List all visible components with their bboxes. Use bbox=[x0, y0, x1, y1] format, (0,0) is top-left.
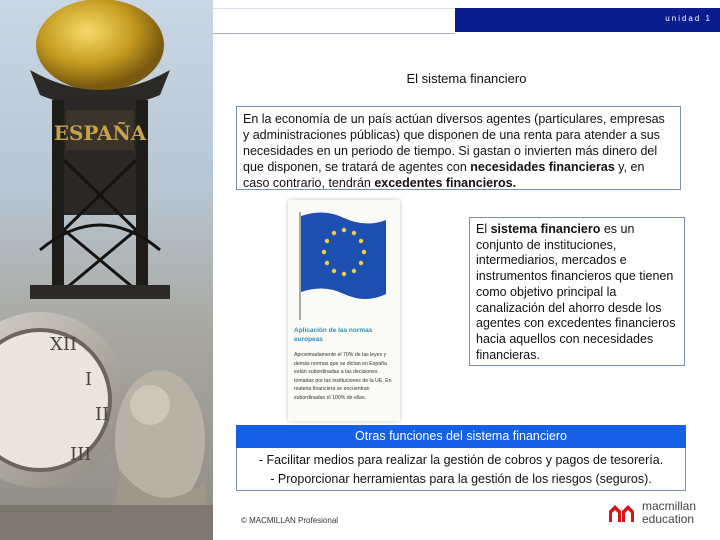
decorative-photo-clock-tower bbox=[0, 0, 213, 540]
macmillan-logo-icon bbox=[608, 502, 636, 524]
eu-flag-image bbox=[294, 208, 390, 320]
definition-text: es un conjunto de instituciones, intermediarios, mercados e instrumentos financieros que tienen como objetivo principal la canalización del ahorro desde los agentes con excedentes financieros hacia aquellos con necesidades financieras. bbox=[476, 222, 676, 362]
intro-text-2: y, en caso contrario, tendrán bbox=[243, 160, 645, 190]
svg-text:II: II bbox=[95, 404, 110, 425]
book-excerpt-body: Aproximadamente el 70% de las leyes y demás normas que se dictan en España están subordinadas a las decisiones tomadas por las instituciones de la UE. En materia financiera se encuentran subordinadas el 100% de ellas. bbox=[294, 352, 392, 401]
other-functions-heading: Otras funciones del sistema financiero bbox=[236, 425, 686, 448]
header-unit-bar bbox=[455, 8, 720, 32]
espana-sign-text: ESPAÑA bbox=[53, 121, 147, 145]
svg-text:III: III bbox=[70, 444, 92, 465]
svg-text:XII: XII bbox=[50, 334, 78, 355]
intro-bold-excedentes: excedentes financieros. bbox=[374, 176, 517, 190]
copyright-footer: © MACMILLAN Profesional bbox=[241, 516, 339, 525]
other-functions-item: - Proporcionar herramientas para la gestión de los riesgos (seguros). bbox=[270, 472, 652, 486]
header-rule bbox=[213, 8, 455, 34]
other-functions-box bbox=[236, 448, 686, 491]
definition-text-box bbox=[469, 217, 685, 366]
book-excerpt-image bbox=[288, 200, 400, 421]
other-functions-item: - Facilitar medios para realizar la gestión de cobros y pagos de tesorería. bbox=[258, 453, 664, 467]
logo-line1: macmillan bbox=[642, 499, 697, 513]
macmillan-education-logo bbox=[604, 497, 708, 529]
svg-text:I: I bbox=[85, 369, 93, 390]
clock-tower-illustration bbox=[0, 0, 213, 540]
definition-pre: El bbox=[476, 222, 491, 236]
intro-bold-necesidades: necesidades financieras bbox=[470, 160, 615, 174]
intro-text-box bbox=[236, 106, 681, 190]
definition-term: sistema financiero bbox=[490, 222, 601, 236]
intro-text: En la economía de un país actúan diversos agentes (particulares, empresas y administraciones públicas) que disponen de una renta para atender a sus necesidades en un periodo de tiempo. Si gastan o invierten más dinero del que disponen, se tratará de agentes con bbox=[243, 112, 665, 174]
unit-label: unidad 1 bbox=[665, 14, 712, 23]
logo-line2: education bbox=[642, 512, 695, 526]
book-excerpt-title: Aplicación de las normas europeas bbox=[294, 327, 373, 343]
page-title: El sistema financiero bbox=[406, 71, 527, 86]
